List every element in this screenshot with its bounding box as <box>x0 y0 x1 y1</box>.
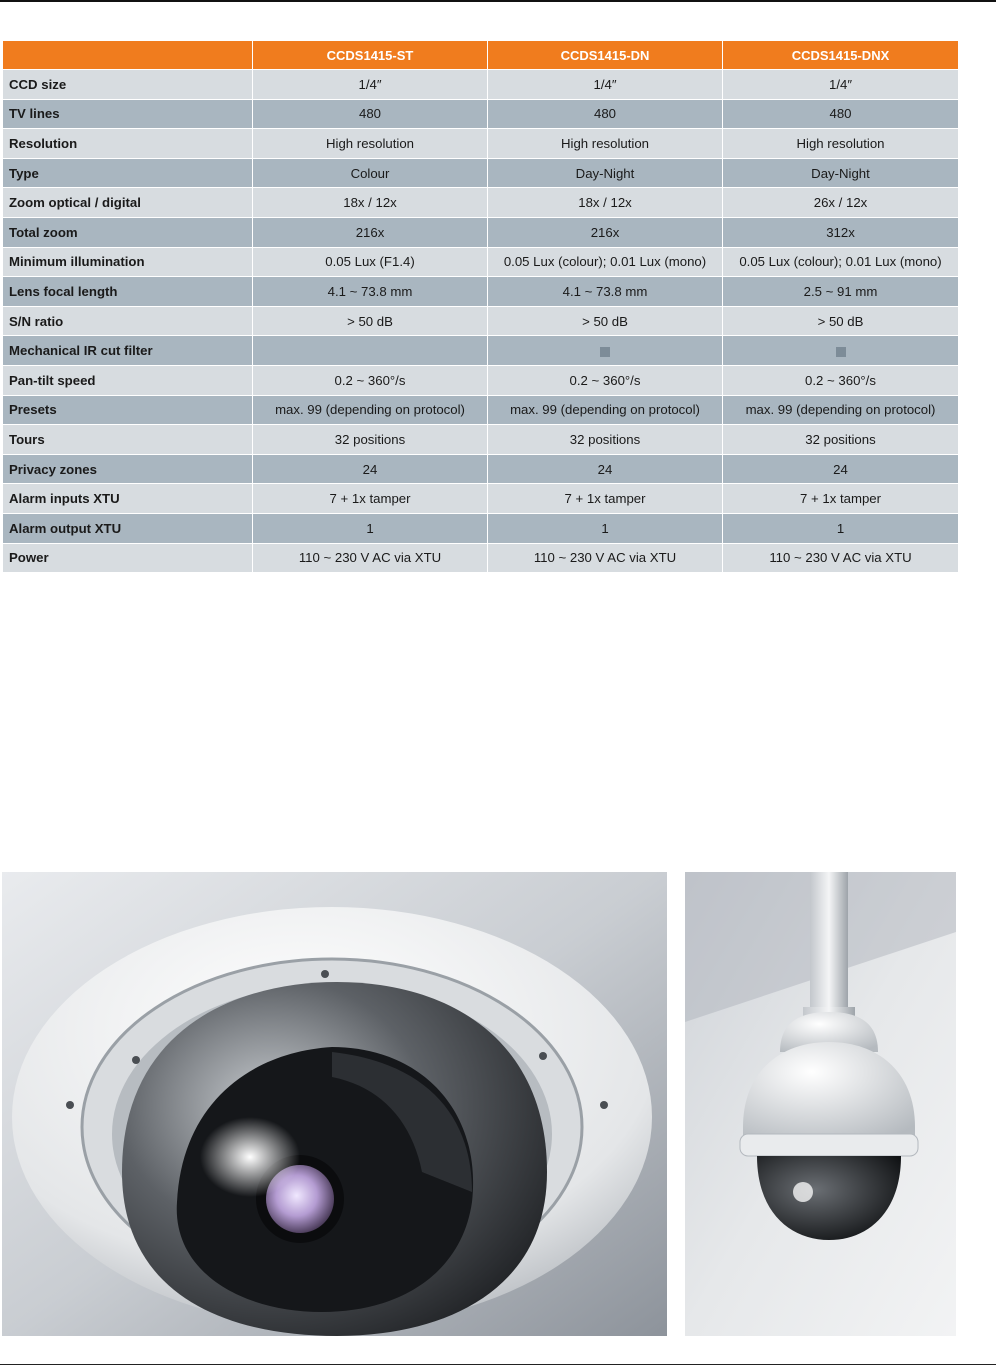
table-cell: 1/4″ <box>723 70 958 99</box>
table-cell: 0.05 Lux (F1.4) <box>253 248 487 277</box>
table-cell: 0.05 Lux (colour); 0.01 Lux (mono) <box>723 248 958 277</box>
row-label: Mechanical IR cut filter <box>3 336 252 365</box>
row-label: Tours <box>3 425 252 454</box>
row-label: Power <box>3 544 252 573</box>
table-row <box>3 188 958 217</box>
table-row <box>3 336 958 365</box>
table-row <box>3 159 958 188</box>
table-cell: 480 <box>723 100 958 129</box>
row-label: Type <box>3 159 252 188</box>
table-cell: > 50 dB <box>488 307 722 336</box>
table-row <box>3 248 958 277</box>
table-cell: 26x / 12x <box>723 188 958 217</box>
table-cell: 7 + 1x tamper <box>488 484 722 513</box>
table-cell: 0.2 ~ 360°/s <box>253 366 487 395</box>
row-label: S/N ratio <box>3 307 252 336</box>
table-cell <box>723 336 958 365</box>
row-label: Privacy zones <box>3 455 252 484</box>
row-label: Presets <box>3 396 252 425</box>
table-cell: 110 ~ 230 V AC via XTU <box>488 544 722 573</box>
table-cell: 480 <box>253 100 487 129</box>
table-row <box>3 484 958 513</box>
row-label: Resolution <box>3 129 252 158</box>
table-cell: 1 <box>253 514 487 543</box>
table-cell: max. 99 (depending on protocol) <box>253 396 487 425</box>
table-cell: Colour <box>253 159 487 188</box>
table-cell: 216x <box>253 218 487 247</box>
table-cell: High resolution <box>723 129 958 158</box>
row-label: Total zoom <box>3 218 252 247</box>
row-label: Lens focal length <box>3 277 252 306</box>
header-cell-model: CCDS1415-DNX <box>723 41 958 69</box>
table-cell <box>488 336 722 365</box>
top-rule <box>0 0 996 2</box>
table-cell: 1/4″ <box>488 70 722 99</box>
table-row <box>3 396 958 425</box>
table-cell: 0.05 Lux (colour); 0.01 Lux (mono) <box>488 248 722 277</box>
table-cell: 216x <box>488 218 722 247</box>
row-label: Minimum illumination <box>3 248 252 277</box>
row-label: Alarm output XTU <box>3 514 252 543</box>
table-cell: 312x <box>723 218 958 247</box>
table-row <box>3 70 958 99</box>
table-cell <box>253 336 487 365</box>
table-cell: max. 99 (depending on protocol) <box>723 396 958 425</box>
table-cell: 1 <box>488 514 722 543</box>
pendant-camera-photo <box>685 872 956 1336</box>
header-cell-blank <box>3 41 252 69</box>
table-row <box>3 100 958 129</box>
table-row <box>3 366 958 395</box>
row-label: Pan-tilt speed <box>3 366 252 395</box>
table-cell: 1 <box>723 514 958 543</box>
bottom-rule <box>0 1364 996 1365</box>
table-cell: Day-Night <box>723 159 958 188</box>
table-cell: High resolution <box>488 129 722 158</box>
table-cell: Day-Night <box>488 159 722 188</box>
dome-camera-photo <box>2 872 667 1336</box>
header-cell-model: CCDS1415-DN <box>488 41 722 69</box>
table-cell: High resolution <box>253 129 487 158</box>
row-label: Alarm inputs XTU <box>3 484 252 513</box>
table-row <box>3 514 958 543</box>
table-cell: 0.2 ~ 360°/s <box>723 366 958 395</box>
table-cell: 2.5 ~ 91 mm <box>723 277 958 306</box>
table-row <box>3 544 958 573</box>
table-row <box>3 307 958 336</box>
table-cell: 110 ~ 230 V AC via XTU <box>723 544 958 573</box>
table-row <box>3 277 958 306</box>
table-cell: 32 positions <box>253 425 487 454</box>
table-cell: 110 ~ 230 V AC via XTU <box>253 544 487 573</box>
table-cell: 18x / 12x <box>488 188 722 217</box>
table-cell: 24 <box>253 455 487 484</box>
table-cell: 32 positions <box>723 425 958 454</box>
row-label: TV lines <box>3 100 252 129</box>
table-cell: 4.1 ~ 73.8 mm <box>488 277 722 306</box>
spec-table-body <box>3 70 958 572</box>
row-label: CCD size <box>3 70 252 99</box>
table-row <box>3 455 958 484</box>
table-cell: 7 + 1x tamper <box>723 484 958 513</box>
table-cell: 4.1 ~ 73.8 mm <box>253 277 487 306</box>
table-cell: 480 <box>488 100 722 129</box>
table-cell: 0.2 ~ 360°/s <box>488 366 722 395</box>
table-cell: max. 99 (depending on protocol) <box>488 396 722 425</box>
table-row <box>3 129 958 158</box>
table-cell: 32 positions <box>488 425 722 454</box>
spec-table-header-row <box>3 41 958 69</box>
table-cell: 24 <box>488 455 722 484</box>
table-cell: > 50 dB <box>253 307 487 336</box>
header-cell-model: CCDS1415-ST <box>253 41 487 69</box>
checkmark-square-icon <box>836 347 846 357</box>
table-cell: 24 <box>723 455 958 484</box>
table-cell: 18x / 12x <box>253 188 487 217</box>
table-cell: 7 + 1x tamper <box>253 484 487 513</box>
table-cell: 1/4″ <box>253 70 487 99</box>
checkmark-square-icon <box>600 347 610 357</box>
table-cell: > 50 dB <box>723 307 958 336</box>
spec-table <box>2 40 959 573</box>
table-row <box>3 218 958 247</box>
table-row <box>3 425 958 454</box>
row-label: Zoom optical / digital <box>3 188 252 217</box>
